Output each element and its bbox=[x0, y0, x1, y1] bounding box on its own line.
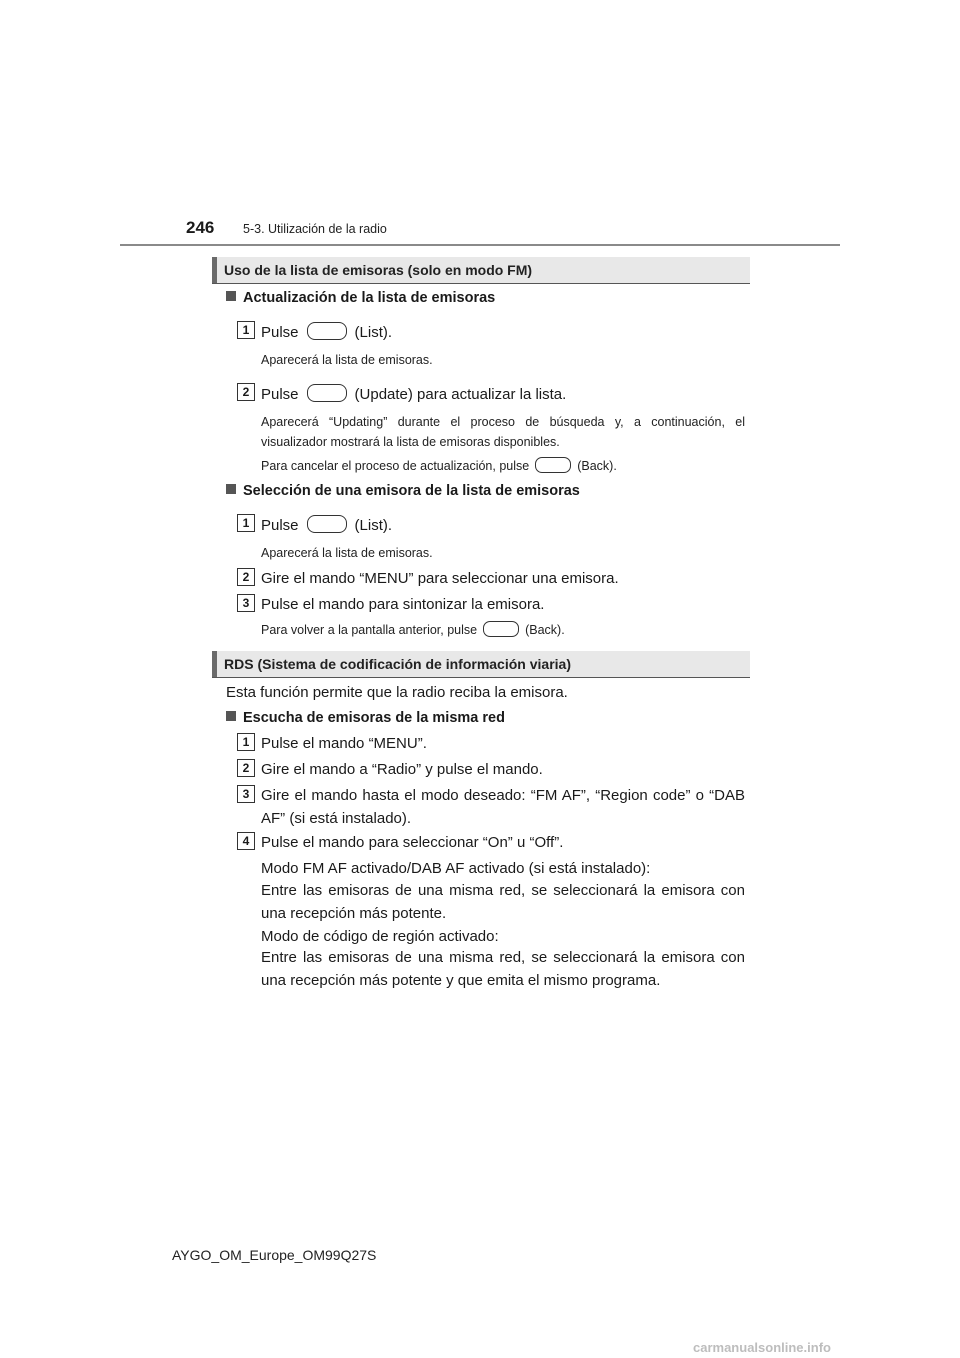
step-number: 3 bbox=[237, 594, 255, 612]
step-text: Pulse (List). bbox=[261, 517, 393, 534]
step-number: 1 bbox=[237, 733, 255, 751]
step-note: Aparecerá “Updating” durante el proceso de búsqueda y, a continuación, el visualizador mostrará la lista de emisoras disponibles. bbox=[261, 415, 745, 449]
step-text: Pulse (Update) para actualizar la lista. bbox=[261, 386, 567, 403]
step-number: 4 bbox=[237, 832, 255, 850]
watermark: carmanualsonline.info bbox=[693, 1340, 831, 1355]
paragraph-text: Entre las emisoras de una misma red, se seleccionará la emisora con una recepción más potente y que emita el mismo programa. bbox=[261, 949, 745, 989]
step-number: 1 bbox=[237, 321, 255, 339]
section-bar-station-list bbox=[212, 257, 750, 284]
list-button-icon bbox=[307, 322, 347, 340]
subheading-same-network: Escucha de emisoras de la misma red bbox=[226, 710, 505, 726]
list-button-icon bbox=[307, 515, 347, 533]
step-text: Pulse el mando para seleccionar “On” u “Off”. bbox=[261, 834, 564, 851]
subheading-select-station: Selección de una emisora de la lista de emisoras bbox=[226, 483, 580, 499]
rds-intro: Esta función permite que la radio reciba la emisora. bbox=[226, 684, 568, 701]
paragraph-line: Modo FM AF activado/DAB AF activado (si está instalado): bbox=[261, 860, 651, 877]
paragraph-line: Modo de código de región activado: bbox=[261, 928, 499, 945]
step-number: 2 bbox=[237, 568, 255, 586]
step-note: Para cancelar el proceso de actualización, pulse (Back). bbox=[261, 459, 617, 473]
step-number: 2 bbox=[237, 759, 255, 777]
step-text: Gire el mando a “Radio” y pulse el mando. bbox=[261, 761, 543, 778]
square-bullet-icon bbox=[226, 711, 236, 721]
back-button-icon bbox=[483, 621, 519, 637]
back-button-icon bbox=[535, 457, 571, 473]
step-note: Aparecerá la lista de emisoras. bbox=[261, 353, 433, 367]
section-bar-rds bbox=[212, 651, 750, 678]
update-button-icon bbox=[307, 384, 347, 402]
step-text: Gire el mando “MENU” para seleccionar una emisora. bbox=[261, 570, 619, 587]
section-bar-title: RDS (Sistema de codificación de información viaria) bbox=[224, 656, 571, 672]
page-number: 246 bbox=[186, 218, 215, 237]
step-number: 1 bbox=[237, 514, 255, 532]
header-rule bbox=[120, 244, 840, 246]
step-text: Pulse el mando para sintonizar la emisora. bbox=[261, 596, 545, 613]
step-number: 3 bbox=[237, 785, 255, 803]
step-text: Pulse el mando “MENU”. bbox=[261, 735, 427, 752]
step-text: Gire el mando hasta el modo deseado: “FM AF”, “Region code” o “DAB AF” (si está instalado). bbox=[261, 787, 745, 827]
step-note: Aparecerá la lista de emisoras. bbox=[261, 546, 433, 560]
step-text: Pulse (List). bbox=[261, 324, 393, 341]
subheading-update-list: Actualización de la lista de emisoras bbox=[226, 290, 495, 306]
square-bullet-icon bbox=[226, 484, 236, 494]
section-bar-title: Uso de la lista de emisoras (solo en modo FM) bbox=[224, 262, 533, 278]
section-title: 5-3. Utilización de la radio bbox=[243, 222, 387, 236]
square-bullet-icon bbox=[226, 291, 236, 301]
document-code: AYGO_OM_Europe_OM99Q27S bbox=[172, 1247, 377, 1263]
step-note: Para volver a la pantalla anterior, pulse (Back). bbox=[261, 623, 565, 637]
step-number: 2 bbox=[237, 383, 255, 401]
paragraph-text: Entre las emisoras de una misma red, se seleccionará la emisora con una recepción más potente. bbox=[261, 882, 745, 922]
